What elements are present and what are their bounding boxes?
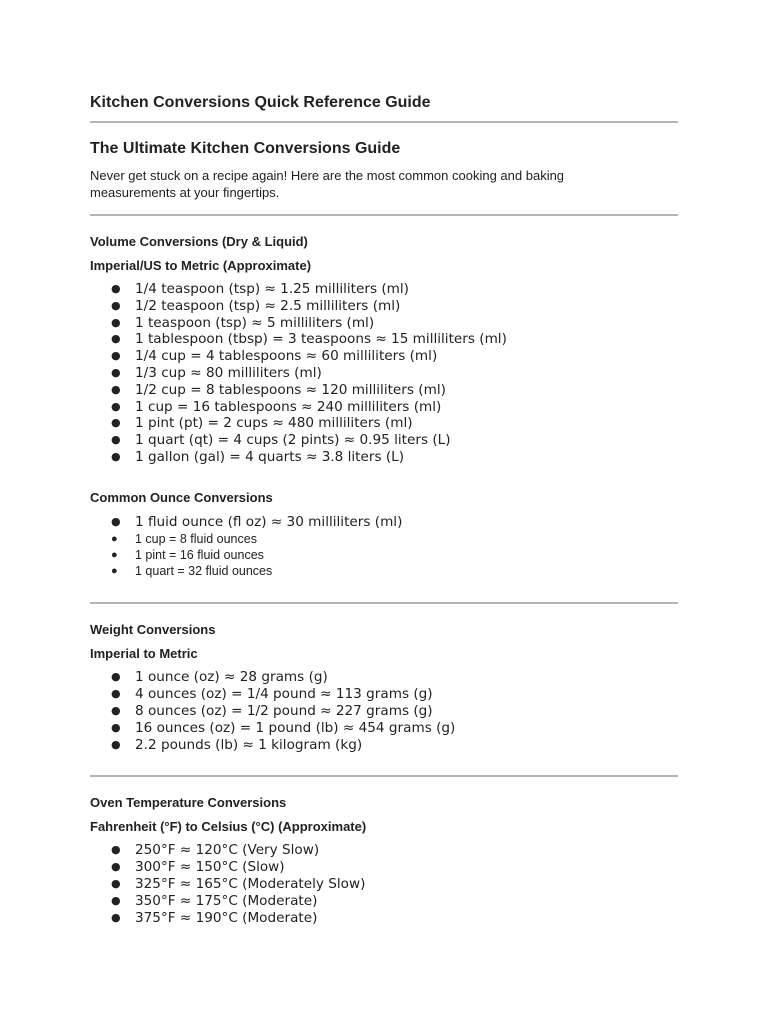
list-item: ● 1 teaspoon (tsp) ≈ 5 milliliters (ml) — [111, 314, 375, 331]
bullet-icon: ● — [111, 565, 118, 578]
bullet-icon: ● — [111, 514, 121, 528]
bullet-icon: ● — [111, 670, 121, 684]
bullet-icon: ● — [111, 433, 121, 447]
list-item: ● 1 pint (pt) = 2 cups ≈ 480 milliliters (ml) — [111, 415, 413, 432]
divider — [90, 775, 678, 777]
list-item: ● 2.2 pounds (lb) ≈ 1 kilogram (kg) — [111, 736, 363, 753]
bullet-icon: ● — [111, 910, 121, 924]
list-item: ● 1/2 teaspoon (tsp) ≈ 2.5 milliliters (ml) — [111, 297, 401, 314]
weight-heading: Weight Conversions — [90, 622, 216, 638]
list-item: ● 1 gallon (gal) = 4 quarts ≈ 3.8 liters (L) — [111, 448, 405, 465]
bullet-icon: ● — [111, 332, 121, 346]
list-item: ● 1 tablespoon (tbsp) = 3 teaspoons ≈ 15 milliliters (ml) — [111, 331, 507, 348]
document-page — [90, 93, 678, 926]
bullet-icon: ● — [111, 877, 121, 891]
oven-list — [90, 842, 678, 926]
list-item: ● 350°F ≈ 175°C (Moderate) — [111, 892, 318, 909]
weight-subheading: Imperial to Metric — [90, 646, 198, 662]
intro-line-1: Never get stuck on a recipe again! Here are the most common cooking and baking — [90, 168, 565, 183]
list-item: ● 4 ounces (oz) = 1/4 pound ≈ 113 grams (g) — [111, 686, 433, 703]
bullet-icon: ● — [111, 298, 121, 312]
list-item: ● 16 ounces (oz) = 1 pound (lb) ≈ 454 grams (g) — [111, 719, 456, 736]
bullet-icon: ● — [111, 532, 118, 545]
list-item: ● 1 quart = 32 fluid ounces — [111, 564, 273, 579]
intro-text — [90, 167, 678, 201]
intro-line-2: measurements at your fingertips. — [90, 185, 280, 200]
divider — [90, 121, 678, 123]
list-item: ● 375°F ≈ 190°C (Moderate) — [111, 909, 318, 926]
bullet-icon: ● — [111, 843, 121, 857]
list-item: ● 1/4 teaspoon (tsp) ≈ 1.25 milliliters (ml) — [111, 281, 409, 297]
list-item: ● 1 ounce (oz) ≈ 28 grams (g) — [111, 669, 328, 686]
list-item: ● 8 ounces (oz) = 1/2 pound ≈ 227 grams (g) — [111, 703, 433, 720]
list-item: ● 250°F ≈ 120°C (Very Slow) — [111, 842, 320, 859]
page-heading: The Ultimate Kitchen Conversions Guide — [90, 140, 401, 157]
ounce-heading: Common Ounce Conversions — [90, 489, 273, 505]
bullet-icon: ● — [111, 282, 121, 295]
bullet-icon: ● — [111, 315, 121, 329]
bullet-icon: ● — [111, 399, 121, 413]
weight-list — [90, 669, 678, 753]
bullet-icon: ● — [111, 416, 121, 430]
bullet-icon: ● — [111, 382, 121, 396]
list-item: ● 1 cup = 16 tablespoons ≈ 240 milliliters (ml) — [111, 398, 442, 415]
list-item: ● 325°F ≈ 165°C (Moderately Slow) — [111, 876, 366, 893]
list-item: ● 1 pint = 16 fluid ounces — [111, 547, 264, 562]
oven-subheading: Fahrenheit (°F) to Celsius (°C) (Approximate) — [90, 819, 367, 835]
list-item: ● 1/3 cup ≈ 80 milliliters (ml) — [111, 364, 322, 381]
oven-heading: Oven Temperature Conversions — [90, 795, 287, 811]
volume-heading: Volume Conversions (Dry & Liquid) — [90, 234, 308, 249]
bullet-icon: ● — [111, 893, 121, 907]
list-item: ● 300°F ≈ 150°C (Slow) — [111, 859, 285, 876]
list-item: ● 1 cup = 8 fluid ounces — [111, 531, 257, 546]
document-title: Kitchen Conversions Quick Reference Guide — [90, 94, 431, 111]
bullet-icon: ● — [111, 737, 121, 751]
list-item: ● 1 fluid ounce (fl oz) ≈ 30 milliliters (ml) — [111, 513, 403, 530]
bullet-icon: ● — [111, 687, 121, 701]
divider — [90, 602, 678, 604]
bullet-icon: ● — [111, 548, 118, 561]
bullet-icon: ● — [111, 365, 121, 379]
list-item: ● 1 quart (qt) = 4 cups (2 pints) ≈ 0.95 liters (L) — [111, 432, 451, 449]
divider — [90, 214, 678, 216]
ounce-list — [90, 514, 678, 580]
bullet-icon: ● — [111, 349, 121, 363]
list-item: ● 1/2 cup = 8 tablespoons ≈ 120 milliliters (ml) — [111, 381, 446, 398]
bullet-icon: ● — [111, 704, 121, 718]
volume-subheading: Imperial/US to Metric (Approximate) — [90, 258, 312, 273]
list-item: ● 1/4 cup = 4 tablespoons ≈ 60 milliliters (ml) — [111, 348, 438, 365]
bullet-icon: ● — [111, 720, 121, 734]
bullet-icon: ● — [111, 449, 121, 463]
volume-list — [90, 281, 678, 466]
bullet-icon: ● — [111, 860, 121, 874]
